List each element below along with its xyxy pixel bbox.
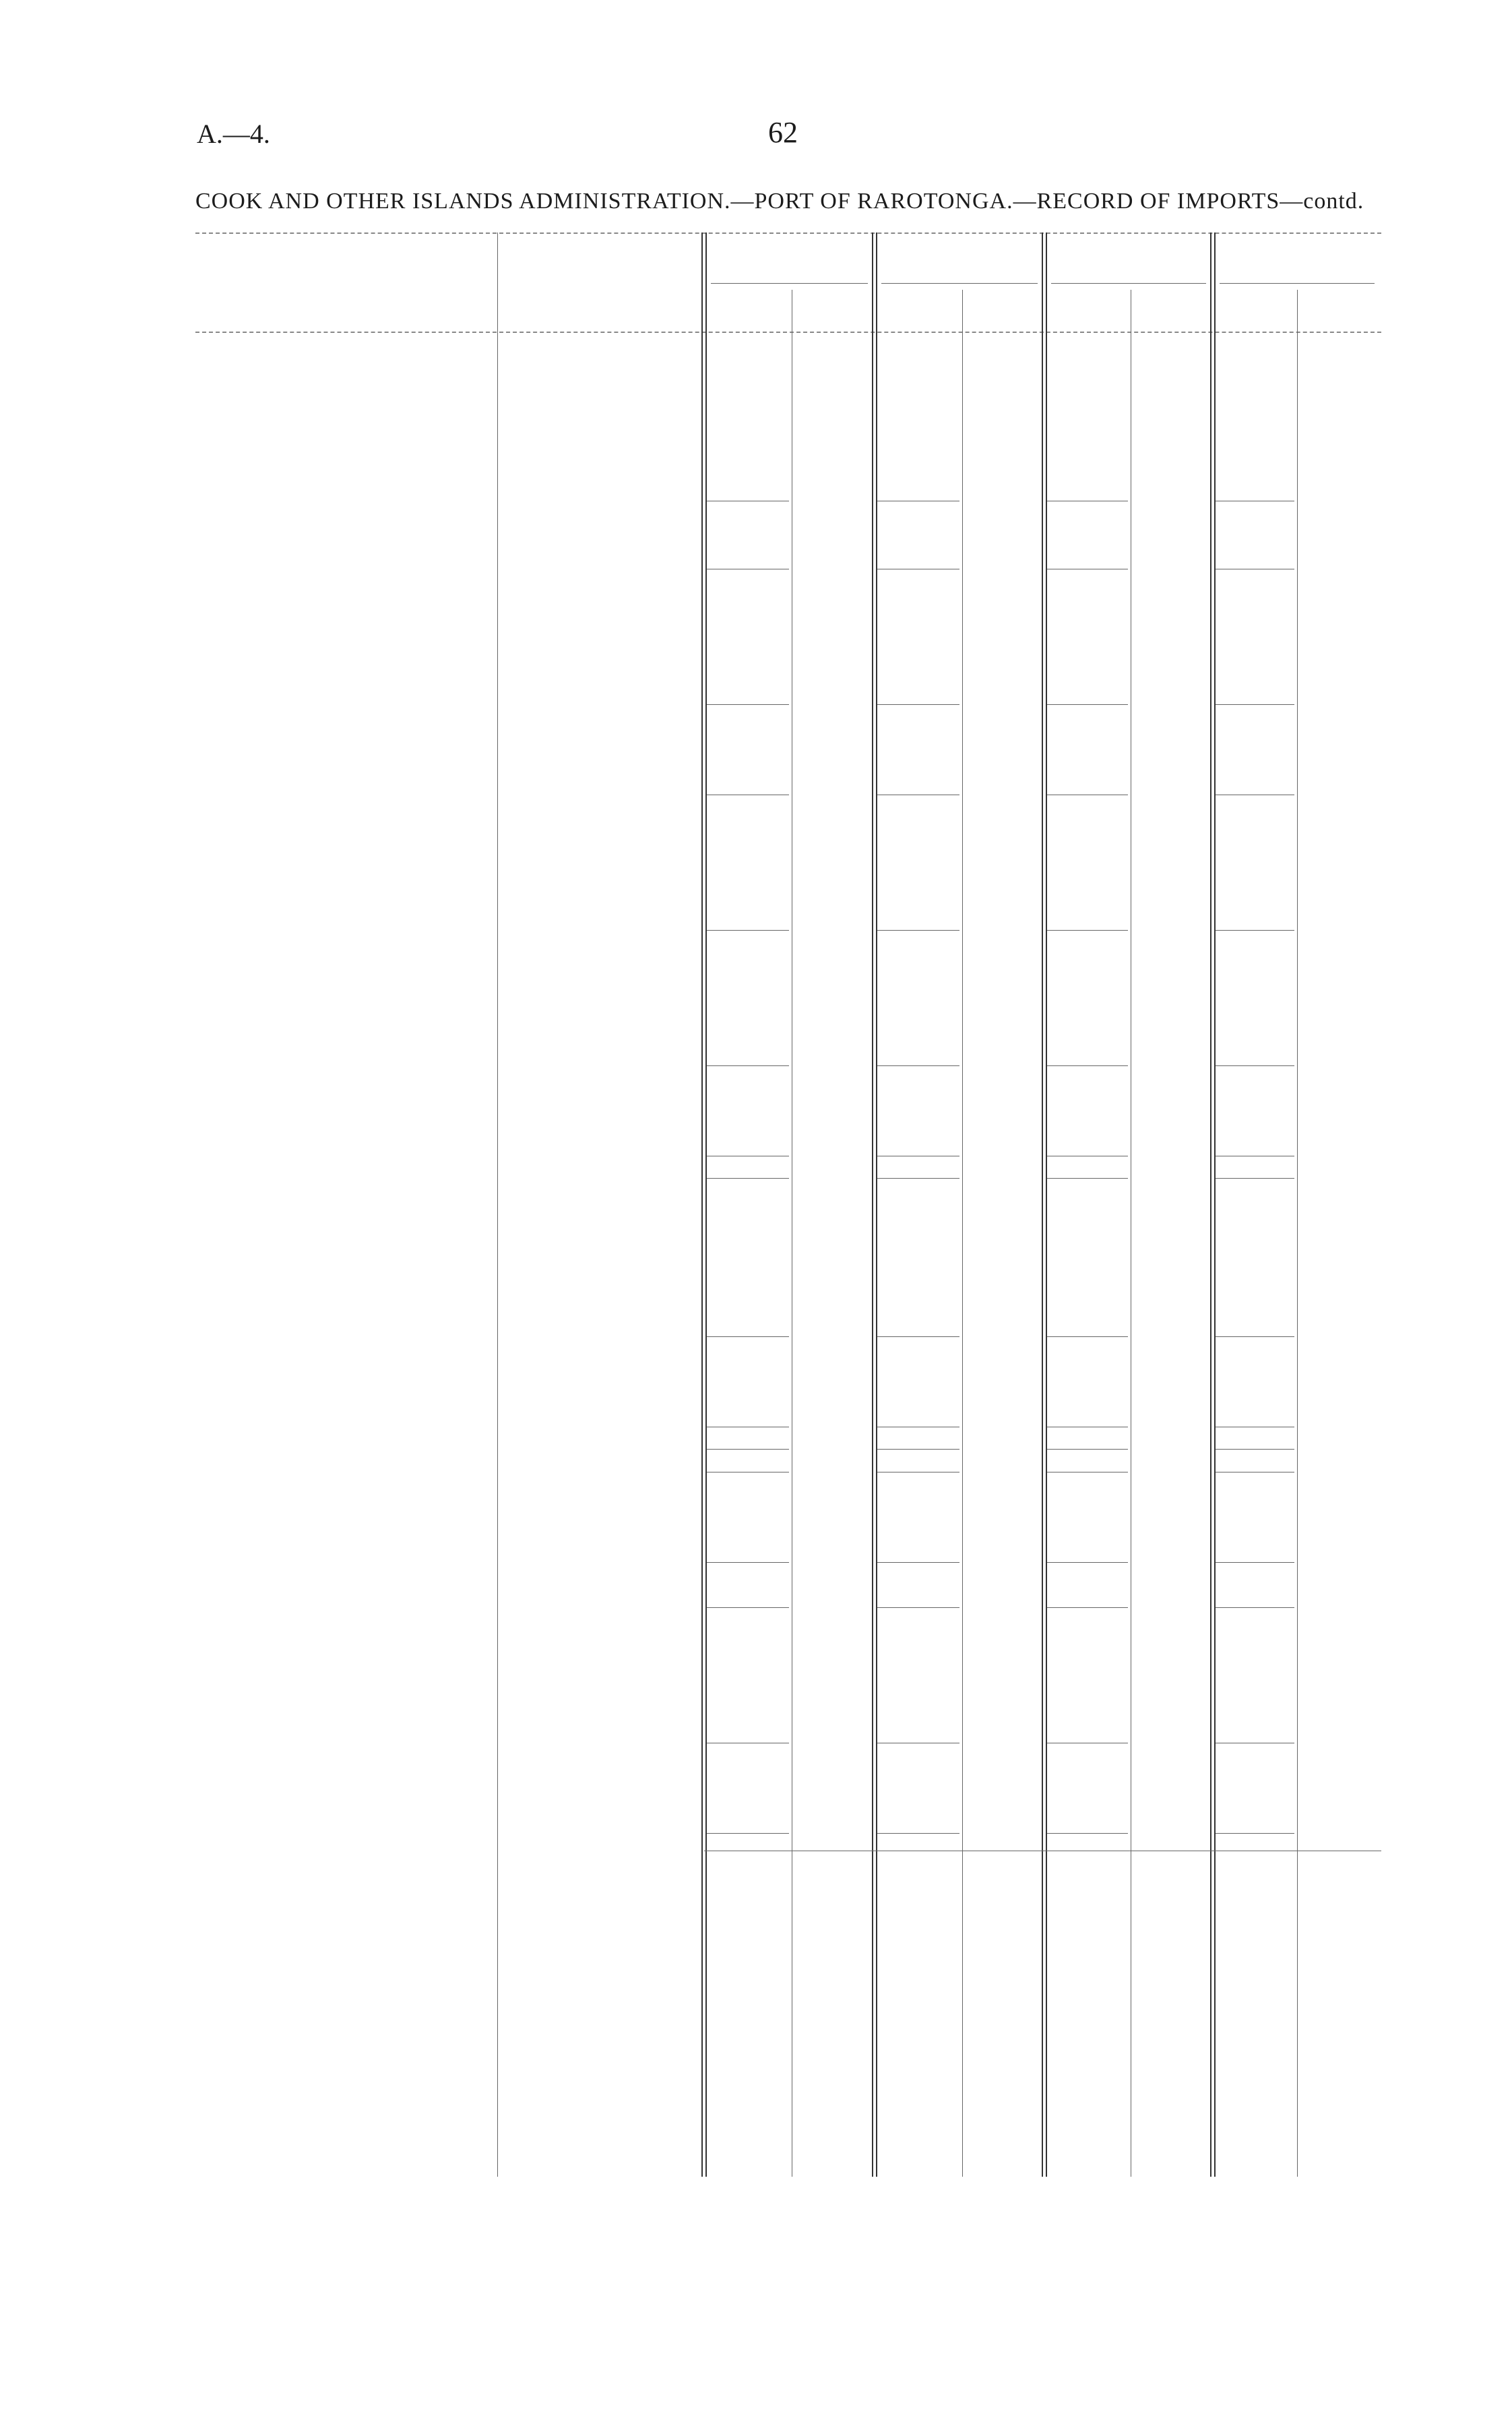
subtotal-rule [1047, 1178, 1128, 1179]
year-block-divider [876, 232, 877, 2177]
subtotal-rule [707, 1607, 789, 1608]
subtotal-rule [707, 1178, 789, 1179]
subtotal-rule [1216, 704, 1294, 705]
subtotal-rule [877, 704, 959, 705]
subtotal-rule [707, 930, 789, 931]
year-block-divider [872, 232, 873, 2177]
subtotal-rule [877, 1336, 959, 1337]
value-total-divider [1297, 290, 1298, 2177]
subtotal-rule [1047, 1607, 1128, 1608]
subtotal-rule [1047, 1833, 1128, 1834]
subtotal-rule [1047, 930, 1128, 931]
year-block-divider [1214, 232, 1216, 2177]
document-reference: A.—4. [197, 119, 270, 149]
subtotal-rule [707, 1833, 789, 1834]
year-underline [1051, 283, 1206, 284]
subtotal-rule [877, 1449, 959, 1450]
year-underline [1220, 283, 1375, 284]
page-number: 62 [768, 116, 798, 149]
subtotal-rule [877, 1607, 959, 1608]
year-block-divider [701, 232, 703, 2177]
subtotal-rule [707, 1449, 789, 1450]
subtotal-rule [707, 1065, 789, 1066]
subtotal-rule [707, 1562, 789, 1563]
subtotal-rule [877, 1178, 959, 1179]
subtotal-rule [1216, 930, 1294, 931]
year-underline [881, 283, 1038, 284]
subtotal-rule [877, 1562, 959, 1563]
subtotal-rule [1047, 1065, 1128, 1066]
subtotal-rule [707, 1336, 789, 1337]
year-underline [711, 283, 868, 284]
subtotal-rule [1047, 1336, 1128, 1337]
subtotal-rule [877, 930, 959, 931]
subtotal-rule [1216, 1833, 1294, 1834]
year-block-divider [1210, 232, 1211, 2177]
subtotal-rule [1047, 1562, 1128, 1563]
subtotal-rule [1216, 1178, 1294, 1179]
year-block-divider [1042, 232, 1043, 2177]
header-bottom-rule [195, 332, 1381, 333]
subtotal-rule [1216, 1065, 1294, 1066]
value-total-divider [962, 290, 963, 2177]
subtotal-rule [1047, 704, 1128, 705]
subtotal-rule [877, 1065, 959, 1066]
subtotal-rule [1216, 1449, 1294, 1450]
subtotal-rule [1047, 1449, 1128, 1450]
subtotal-rule [1216, 1607, 1294, 1608]
subtotal-rule [1216, 1562, 1294, 1563]
subtotal-rule [1216, 1336, 1294, 1337]
subtotal-rule [707, 704, 789, 705]
header-top-rule [195, 232, 1381, 234]
year-block-divider [705, 232, 707, 2177]
article-column-divider [497, 232, 498, 2177]
year-block-divider [1046, 232, 1047, 2177]
subtotal-rule [877, 1833, 959, 1834]
page-title: COOK AND OTHER ISLANDS ADMINISTRATION.—PORT OF RAROTONGA.—RECORD OF IMPORTS—contd. [195, 189, 1364, 214]
